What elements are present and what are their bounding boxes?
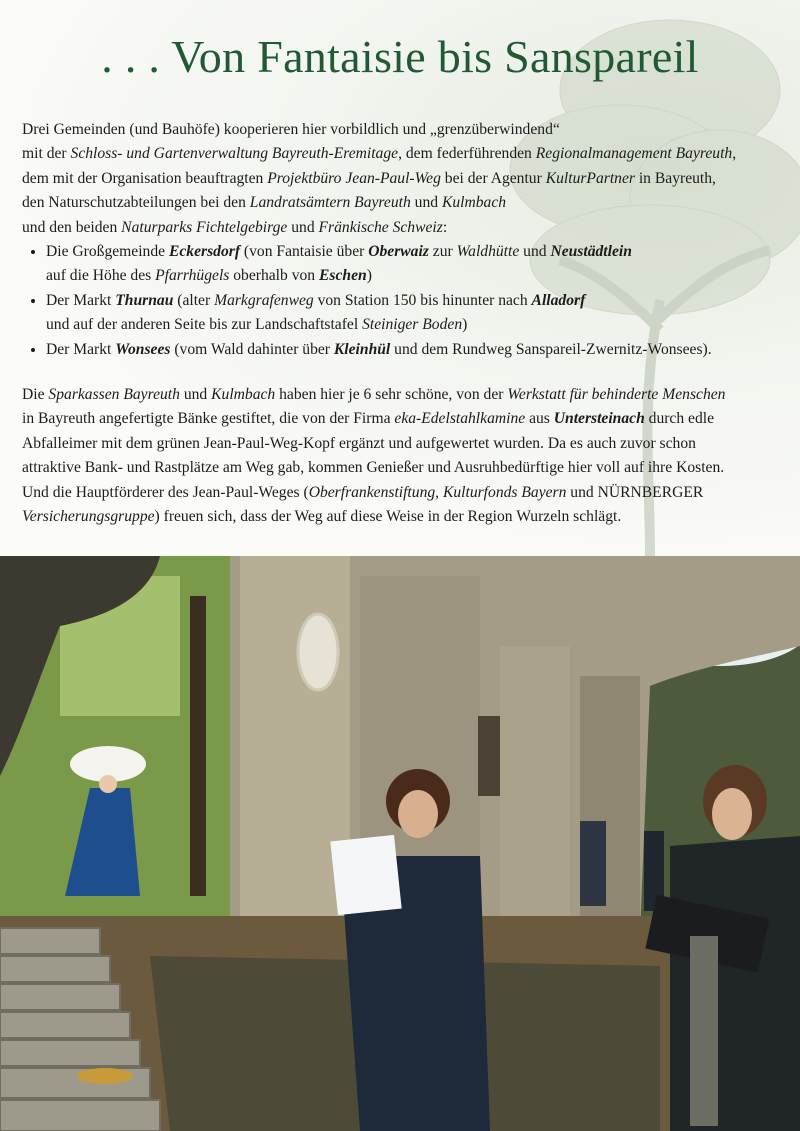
org-name: Naturparks Fichtelgebirge [121, 218, 288, 236]
text-span: ) [462, 316, 468, 334]
text-span: und dem Rundweg Sanspareil-Zwernitz-Wonsees). [390, 340, 712, 358]
text-span: (von Fantaisie über [240, 243, 369, 261]
tree-trunk [190, 596, 206, 896]
text-span: durch edle [644, 410, 715, 428]
org-name: Fränkische Schweiz [318, 218, 443, 236]
place-name: Alladorf [531, 291, 586, 309]
scarf [690, 936, 718, 1126]
list-item-wonsees [46, 338, 782, 362]
text-span: attraktive Bank- und Rastplätze am Weg gab, kommen Genießer und Ausruhbedürftige hier voll auf ihre Kosten. [22, 459, 725, 477]
list-item-eckersdorf [46, 240, 782, 289]
text-span: bei der Agentur [440, 169, 546, 187]
hat-on-steps [77, 1068, 133, 1084]
dark-doorway [478, 716, 500, 796]
intro-line-1 [22, 118, 782, 142]
org-name: Oberfrankenstiftung, Kulturfonds Bayern [308, 483, 567, 501]
text-span: Drei Gemeinden (und Bauhöfe) kooperieren hier vorbildlich und „grenzüberwindend“ [22, 121, 560, 138]
org-name: eka-Edelstahlkamine [394, 410, 526, 428]
para2-line-3 [22, 432, 782, 456]
org-name: KulturPartner [545, 169, 635, 187]
para2-line-4 [22, 456, 782, 480]
text-span: ) freuen sich, dass der Weg auf diese Weise in der Region Wurzeln schlägt. [154, 508, 622, 526]
stone-pillar-left [240, 556, 350, 936]
woman-reading-right [670, 836, 800, 1131]
text-span: zur [428, 243, 457, 261]
portrait-medallion [298, 614, 338, 690]
place-name: Pfarrhügels [155, 267, 230, 285]
grotto-photo [0, 556, 800, 1131]
para2-line-1 [22, 383, 782, 407]
text-span: oberhalb von [229, 267, 320, 285]
text-span: und auf der anderen Seite bis zur Landschaftstafel [46, 316, 363, 334]
intro-line-3 [22, 167, 782, 191]
org-name: Kulmbach [211, 386, 276, 404]
text-section [0, 0, 800, 556]
text-span: Die [22, 386, 49, 404]
org-name: Schloss- und Gartenverwaltung Bayreuth-Eremitage [70, 145, 399, 163]
place-name: Neustädtlein [550, 243, 632, 261]
org-name: Werkstatt für behinderte Menschen [507, 386, 726, 404]
list-item-thurnau [46, 289, 782, 338]
place-name: Steiniger Boden [362, 316, 463, 334]
org-name: Sparkassen Bayreuth [48, 386, 180, 404]
text-span: und NÜRNBERGER [566, 483, 704, 501]
paragraph-spacer [22, 362, 782, 383]
text-span: und [519, 243, 551, 261]
text-span: und [410, 194, 442, 212]
text-span: (vom Wald dahinter über [170, 340, 334, 358]
org-name: Kulmbach [441, 194, 507, 212]
text-span: haben hier je 6 sehr schöne, von der [275, 386, 508, 404]
place-name: Thurnau [115, 291, 174, 309]
intro-line-2 [22, 142, 782, 166]
page-title: . . . Von Fantaisie bis Sanspareil [101, 31, 699, 82]
body-text [22, 118, 782, 530]
text-span: , [732, 145, 737, 163]
text-span: den Naturschutzabteilungen bei den [22, 194, 250, 212]
man-in-coat [580, 821, 606, 906]
org-name: Regionalmanagement Bayreuth [535, 145, 733, 163]
text-span: aus [525, 410, 554, 428]
text-span: von Station 150 bis hinunter nach [313, 291, 532, 309]
photo-illustration [0, 556, 800, 1131]
text-span: , dem federführenden [398, 145, 536, 163]
intro-line-5 [22, 216, 782, 240]
text-span: und [179, 386, 212, 404]
place-name: Untersteinach [553, 410, 645, 428]
reader-right-face [712, 788, 752, 840]
text-span: Der Markt [46, 291, 116, 309]
reader-face [398, 790, 438, 838]
text-span: mit der [22, 145, 71, 163]
text-span: und den beiden [22, 218, 122, 236]
place-name: Eckersdorf [168, 243, 241, 261]
lady-head [99, 775, 117, 793]
text-span: dem mit der Organisation beauftragten [22, 169, 268, 187]
place-name: Wonsees [115, 340, 171, 358]
para2-line-5 [22, 481, 782, 505]
text-span: Der Markt [46, 340, 116, 358]
text-span: auf die Höhe des [46, 267, 156, 285]
text-span: (alter [173, 291, 215, 309]
para2-line-2 [22, 407, 782, 431]
text-span: in Bayreuth, [634, 169, 716, 187]
org-name: Versicherungsgruppe [22, 508, 155, 526]
text-span: und [287, 218, 319, 236]
text-span: in Bayreuth angefertigte Bänke gestiftet, die von der Firma [22, 410, 395, 428]
place-name: Markgrafenweg [214, 291, 314, 309]
org-name: Projektbüro Jean-Paul-Weg [267, 169, 441, 187]
municipality-list [22, 240, 782, 362]
intro-line-4 [22, 191, 782, 215]
place-name: Oberwaiz [368, 243, 429, 261]
place-name: Kleinhül [333, 340, 391, 358]
text-span: Und die Hauptförderer des Jean-Paul-Weges ( [22, 483, 309, 501]
text-span: : [442, 218, 448, 236]
org-name: Landratsämtern Bayreuth [249, 194, 411, 212]
stone-pillar-right [500, 646, 570, 936]
para2-line-6 [22, 505, 782, 529]
text-span: Die Großgemeinde [46, 243, 169, 261]
paper-sheet [330, 835, 401, 915]
text-span: ) [366, 267, 372, 285]
place-name: Eschen [319, 267, 367, 285]
place-name: Waldhütte [456, 243, 520, 261]
text-span: Abfalleimer mit dem grünen Jean-Paul-Weg-Kopf ergänzt und aufgewertet wurden. Da es auch zuvor schon [22, 434, 696, 452]
